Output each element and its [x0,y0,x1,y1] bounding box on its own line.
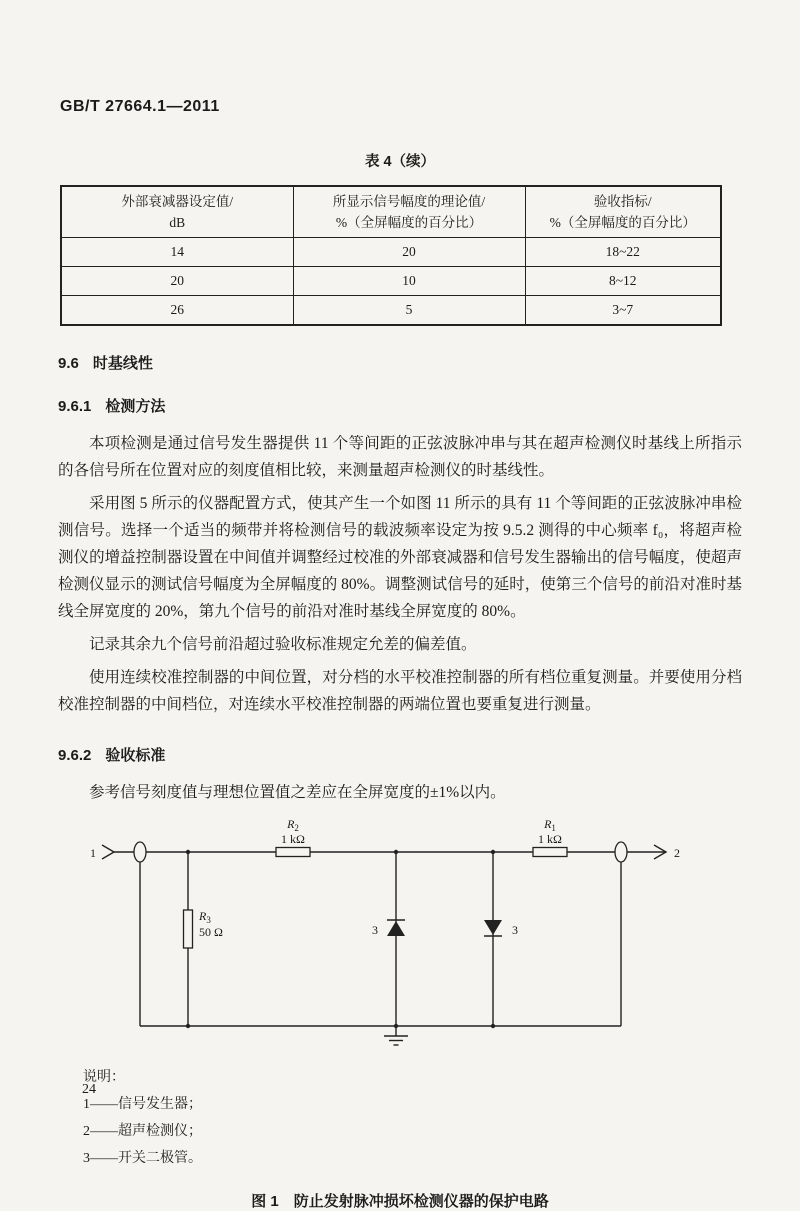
section-number: 9.6.2 [58,747,92,764]
legend-item-1: 1——信号发生器； [83,1097,202,1112]
cell-theoretical: 20 [293,238,525,267]
standard-number: GB/T 27664.1—2011 [60,98,220,115]
cell-acceptance: 8~12 [525,267,721,296]
resistor-r1-name: $R_1$ [544,817,556,833]
resistor-r2 [276,848,310,857]
page-number: 24 [82,1082,96,1097]
col-header-theoretical [293,186,525,238]
legend-item-2: 2——超声检测仪； [83,1124,202,1139]
ground-icon [384,1026,408,1045]
section-title: 检测方法 [105,398,166,415]
table-row [61,267,721,296]
input-arrow-icon [102,845,114,859]
cell-theoretical: 10 [293,267,525,296]
figure-caption: 图 1 防止发射脉冲损坏检测仪器的保护电路 [251,1193,549,1210]
terminal-1-label: 1 [90,846,96,860]
col-header-line2: %（全屏幅度的百分比） [549,215,696,230]
col-header-line2: dB [169,215,186,230]
section-number: 9.6 [58,355,79,372]
col-header-line2: %（全屏幅度的百分比） [335,215,483,230]
paragraph-method-1: 本项检测是通过信号发生器提供 11 个等间距的正弦波脉冲串与其在超声检测仪时基线上所指示的各信号所在位置对应的刻度值相比较，来测量超声检测仪的时基线性。 [58,435,742,479]
section-title: 时基线性 [92,355,153,372]
col-header-attenuator [61,186,293,238]
paragraph-method-4: 使用连续校准控制器的中间位置，对分档的水平校准控制器的所有档位重复测量。并要使用分档校准控制器的中间档位，对连续水平校准控制器的两端位置也要重复进行测量。 [58,669,742,713]
table-row [61,296,721,326]
cell-acceptance: 18~22 [525,238,721,267]
table-title: 表 4（续） [364,154,436,170]
col-header-line1: 验收指标/ [593,194,652,209]
diode-left-label: 3 [372,923,378,937]
table-row [61,238,721,267]
figure-legend [83,1064,742,1172]
connector-oval-left [134,842,146,862]
diode-right-label: 3 [512,923,518,937]
cell-attenuator: 26 [61,296,293,326]
connector-oval-right [615,842,627,862]
figure-1 [88,814,742,1054]
protection-circuit-diagram [88,814,688,1054]
terminal-2-label: 2 [674,846,680,860]
section-9-6-1-heading [58,395,742,416]
col-header-acceptance [525,186,721,238]
resistor-r1 [533,848,567,857]
cell-theoretical: 5 [293,296,525,326]
cell-attenuator: 20 [61,267,293,296]
page-content [58,140,742,1211]
paragraph-acceptance: 参考信号刻度值与理想位置值之差应在全屏宽度的±1%以内。 [89,784,506,801]
paragraph-method-2: 采用图 5 所示的仪器配置方式，使其产生一个如图 11 所示的具有 11 个等间距的正弦波脉冲串检测信号。选择一个适当的频带并将检测信号的载波频率设定为按 9.5.2 测得的中心频率 f₀，将超声检测仪的增益控制器设置在中间值并调整经过校准的外部衰减器和信号发生器输出的信号幅度，使超声检测仪显示的测试信号幅度为全屏幅度的 80%。调整测试信号的延时，使第三个信号的前沿对准时基线全屏宽度的 20%，第九个信号的前沿对准时基线全屏宽度的 80%。 [58,495,742,620]
resistor-r1-value: 1 kΩ [538,832,562,846]
resistor-r3-name: $R_3$ [199,909,211,925]
section-title: 验收标准 [105,747,166,764]
paragraph-method-3: 记录其余九个信号前沿超过验收标准规定允差的偏差值。 [89,636,477,653]
col-header-line1: 所显示信号幅度的理论值/ [332,194,486,209]
resistor-r2-value: 1 kΩ [281,832,305,846]
section-9-6-2-heading [58,744,742,765]
diode-up-icon [387,921,405,936]
col-header-line1: 外部衰减器设定值/ [121,194,234,209]
cell-acceptance: 3~7 [525,296,721,326]
cell-attenuator: 14 [61,238,293,267]
legend-title: 说明： [83,1070,125,1085]
resistor-r3 [184,910,193,948]
diode-down-icon [484,920,502,935]
acceptance-table [60,185,722,326]
resistor-r3-value: 50 Ω [199,925,223,939]
resistor-r2-name: $R_2$ [287,817,299,833]
section-number: 9.6.1 [58,398,92,415]
section-9-6-heading [58,352,742,373]
legend-item-3: 3——开关二极管。 [83,1151,202,1166]
table-header-row [61,186,721,238]
